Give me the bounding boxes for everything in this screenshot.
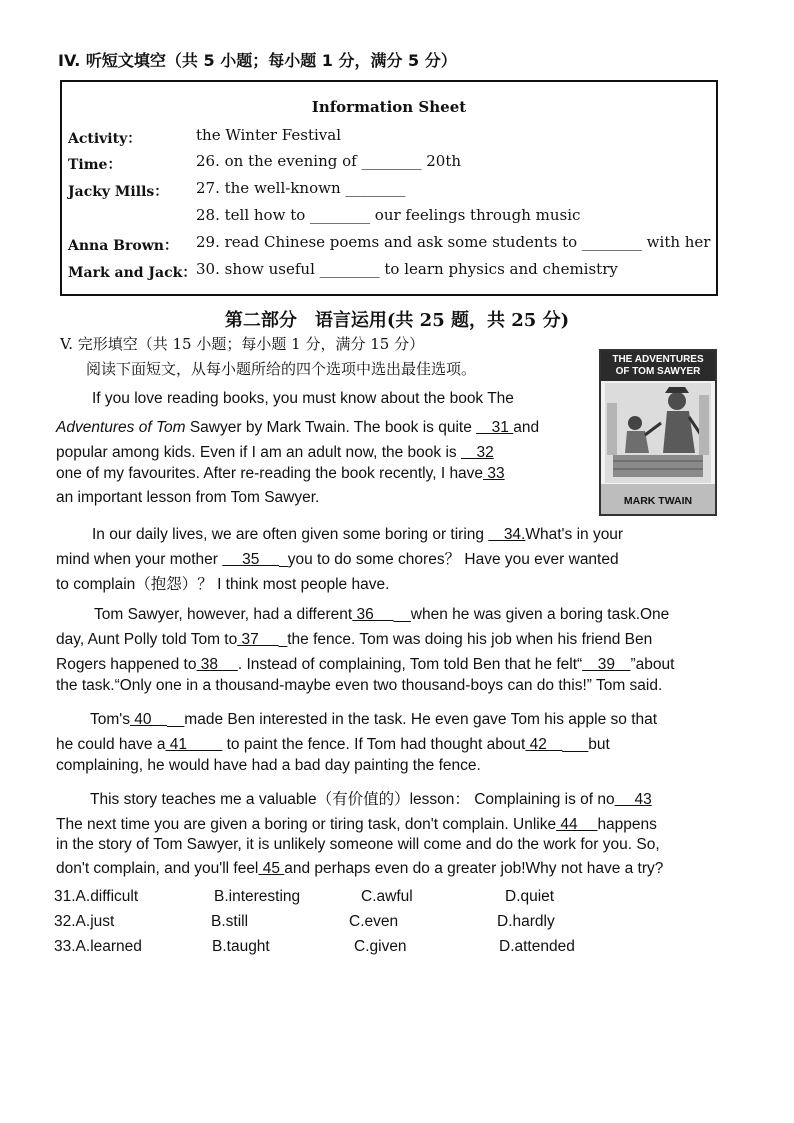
blank-38: 38	[196, 656, 238, 673]
cover-title-line2: OF TOM SAWYER	[615, 366, 701, 377]
passage-p2-line1: In our daily lives, we are often given some boring or tiring 34.What's in your	[92, 526, 624, 543]
info-value-activity: the Winter Festival	[196, 126, 341, 144]
option-31-a: 31.A.difficult	[54, 888, 139, 905]
cover-title-line1: THE ADVENTURES	[612, 354, 704, 365]
option-32-d: D.hardly	[497, 913, 555, 930]
info-label-activity: Activity：	[68, 131, 142, 147]
option-33-b: B.taught	[212, 938, 270, 955]
blank-40: 40	[130, 711, 168, 728]
option-31-c: C.awful	[361, 888, 413, 905]
passage-p1-line1: If you love reading books, you must know about the book The	[92, 390, 514, 407]
passage-p1-line4: one of my favourites. After re-reading the book recently, I have 33	[56, 465, 505, 482]
passage-p4-line2: he could have a 41 to paint the fence. If Tom had thought about 42 ___but	[56, 736, 610, 753]
option-32-a: 32.A.just	[54, 913, 115, 930]
info-label-mark-jack: Mark and Jack：	[68, 265, 197, 281]
blank-39: 39	[582, 656, 631, 673]
blank-33: 33	[483, 465, 505, 482]
option-33-d: D.attended	[499, 938, 575, 955]
passage-p1-line2: Adventures of Tom Sawyer by Mark Twain. The book is quite 31 and	[56, 419, 540, 436]
option-33-c: C.given	[354, 938, 407, 955]
book-title-italic: Adventures of Tom	[56, 419, 186, 436]
cover-illustration	[605, 383, 711, 483]
info-value-27: 27. the well-known ________	[196, 179, 406, 197]
passage-p4-line1: Tom's 40 __made Ben interested in the task. He even gave Tom his apple so that	[90, 711, 658, 728]
book-cover-image	[599, 349, 717, 516]
passage-p3-line2: day, Aunt Polly told Tom to 37 _the fence. Tom was doing his job when his friend Ben	[56, 631, 653, 648]
blank-32: 32	[460, 444, 494, 461]
section-v-instruction: 阅读下面短文，从每小题所给的四个选项中选出最佳选项。	[86, 360, 477, 378]
blank-36: 36	[352, 606, 394, 623]
passage-p5-line2: The next time you are given a boring or tiring task, don't complain. Unlike 44 happens	[56, 816, 657, 833]
blank-41: 41	[165, 736, 223, 753]
blank-44: 44	[556, 816, 598, 833]
passage-p1-line3: popular among kids. Even if I am an adult now, the book is 32	[56, 444, 494, 461]
option-33-a: 33.A.learned	[54, 938, 142, 955]
part-two-heading: 第二部分 语言运用(共 25 题，共 25 分)	[224, 310, 570, 331]
info-label-jacky: Jacky Mills：	[68, 184, 169, 200]
passage-p5-line1: This story teaches me a valuable（有价值的）lesson： Complaining is of no 43	[90, 791, 652, 808]
passage-p2-line3: to complain（抱怨）？ I think most people have.	[56, 576, 390, 593]
blank-45: 45	[258, 860, 285, 877]
blank-34: 34.	[488, 526, 526, 543]
passage-p4-line3: complaining, he would have had a bad day painting the fence.	[56, 757, 481, 774]
info-label-anna: Anna Brown：	[68, 238, 178, 254]
info-label-time: Time：	[68, 157, 122, 173]
info-value-30: 30. show useful ________ to learn physics and chemistry	[196, 260, 618, 278]
info-value-29: 29. read Chinese poems and ask some students to ________ with her	[196, 233, 711, 251]
information-sheet	[60, 80, 718, 296]
passage-p2-line2: mind when your mother 35 _you to do some chores？ Have you ever wanted	[56, 551, 619, 568]
passage-p5-line3: in the story of Tom Sawyer, it is unlikely someone will come and do the work for you. So,	[56, 836, 660, 853]
passage-p1-line5: an important lesson from Tom Sawyer.	[56, 489, 320, 506]
option-32-c: C.even	[349, 913, 399, 930]
info-sheet-title: Information Sheet	[311, 98, 467, 116]
option-32-b: B.still	[211, 913, 249, 930]
passage-p3-line3: Rogers happened to 38 . Instead of complaining, Tom told Ben that he felt“ 39 ”about	[56, 656, 675, 673]
blank-37: 37	[237, 631, 279, 648]
option-31-d: D.quiet	[505, 888, 555, 905]
info-value-28: 28. tell how to ________ our feelings through music	[196, 206, 581, 224]
blank-42: 42	[525, 736, 563, 753]
blank-31: 31	[476, 419, 514, 436]
blank-43: 43	[614, 791, 652, 808]
blank-35: 35	[222, 551, 280, 568]
info-value-26: 26. on the evening of ________ 20th	[196, 152, 462, 170]
section-v-heading: V. 完形填空（共 15 小题；每小题 1 分，满分 15 分）	[60, 335, 425, 353]
section-iv-heading: IV. 听短文填空（共 5 小题；每小题 1 分，满分 5 分）	[58, 51, 457, 70]
passage-p3-line1: Tom Sawyer, however, had a different 36 __when he was given a boring task.One	[94, 606, 670, 623]
cover-author: MARK TWAIN	[623, 495, 693, 507]
passage-p3-line4: the task.“Only one in a thousand-maybe even two thousand-boys can do this!” Tom said.	[56, 677, 663, 694]
passage-p5-line4: don't complain, and you'll feel 45 and perhaps even do a greater job!Why not have a try?	[56, 860, 664, 877]
option-31-b: B.interesting	[214, 888, 301, 905]
